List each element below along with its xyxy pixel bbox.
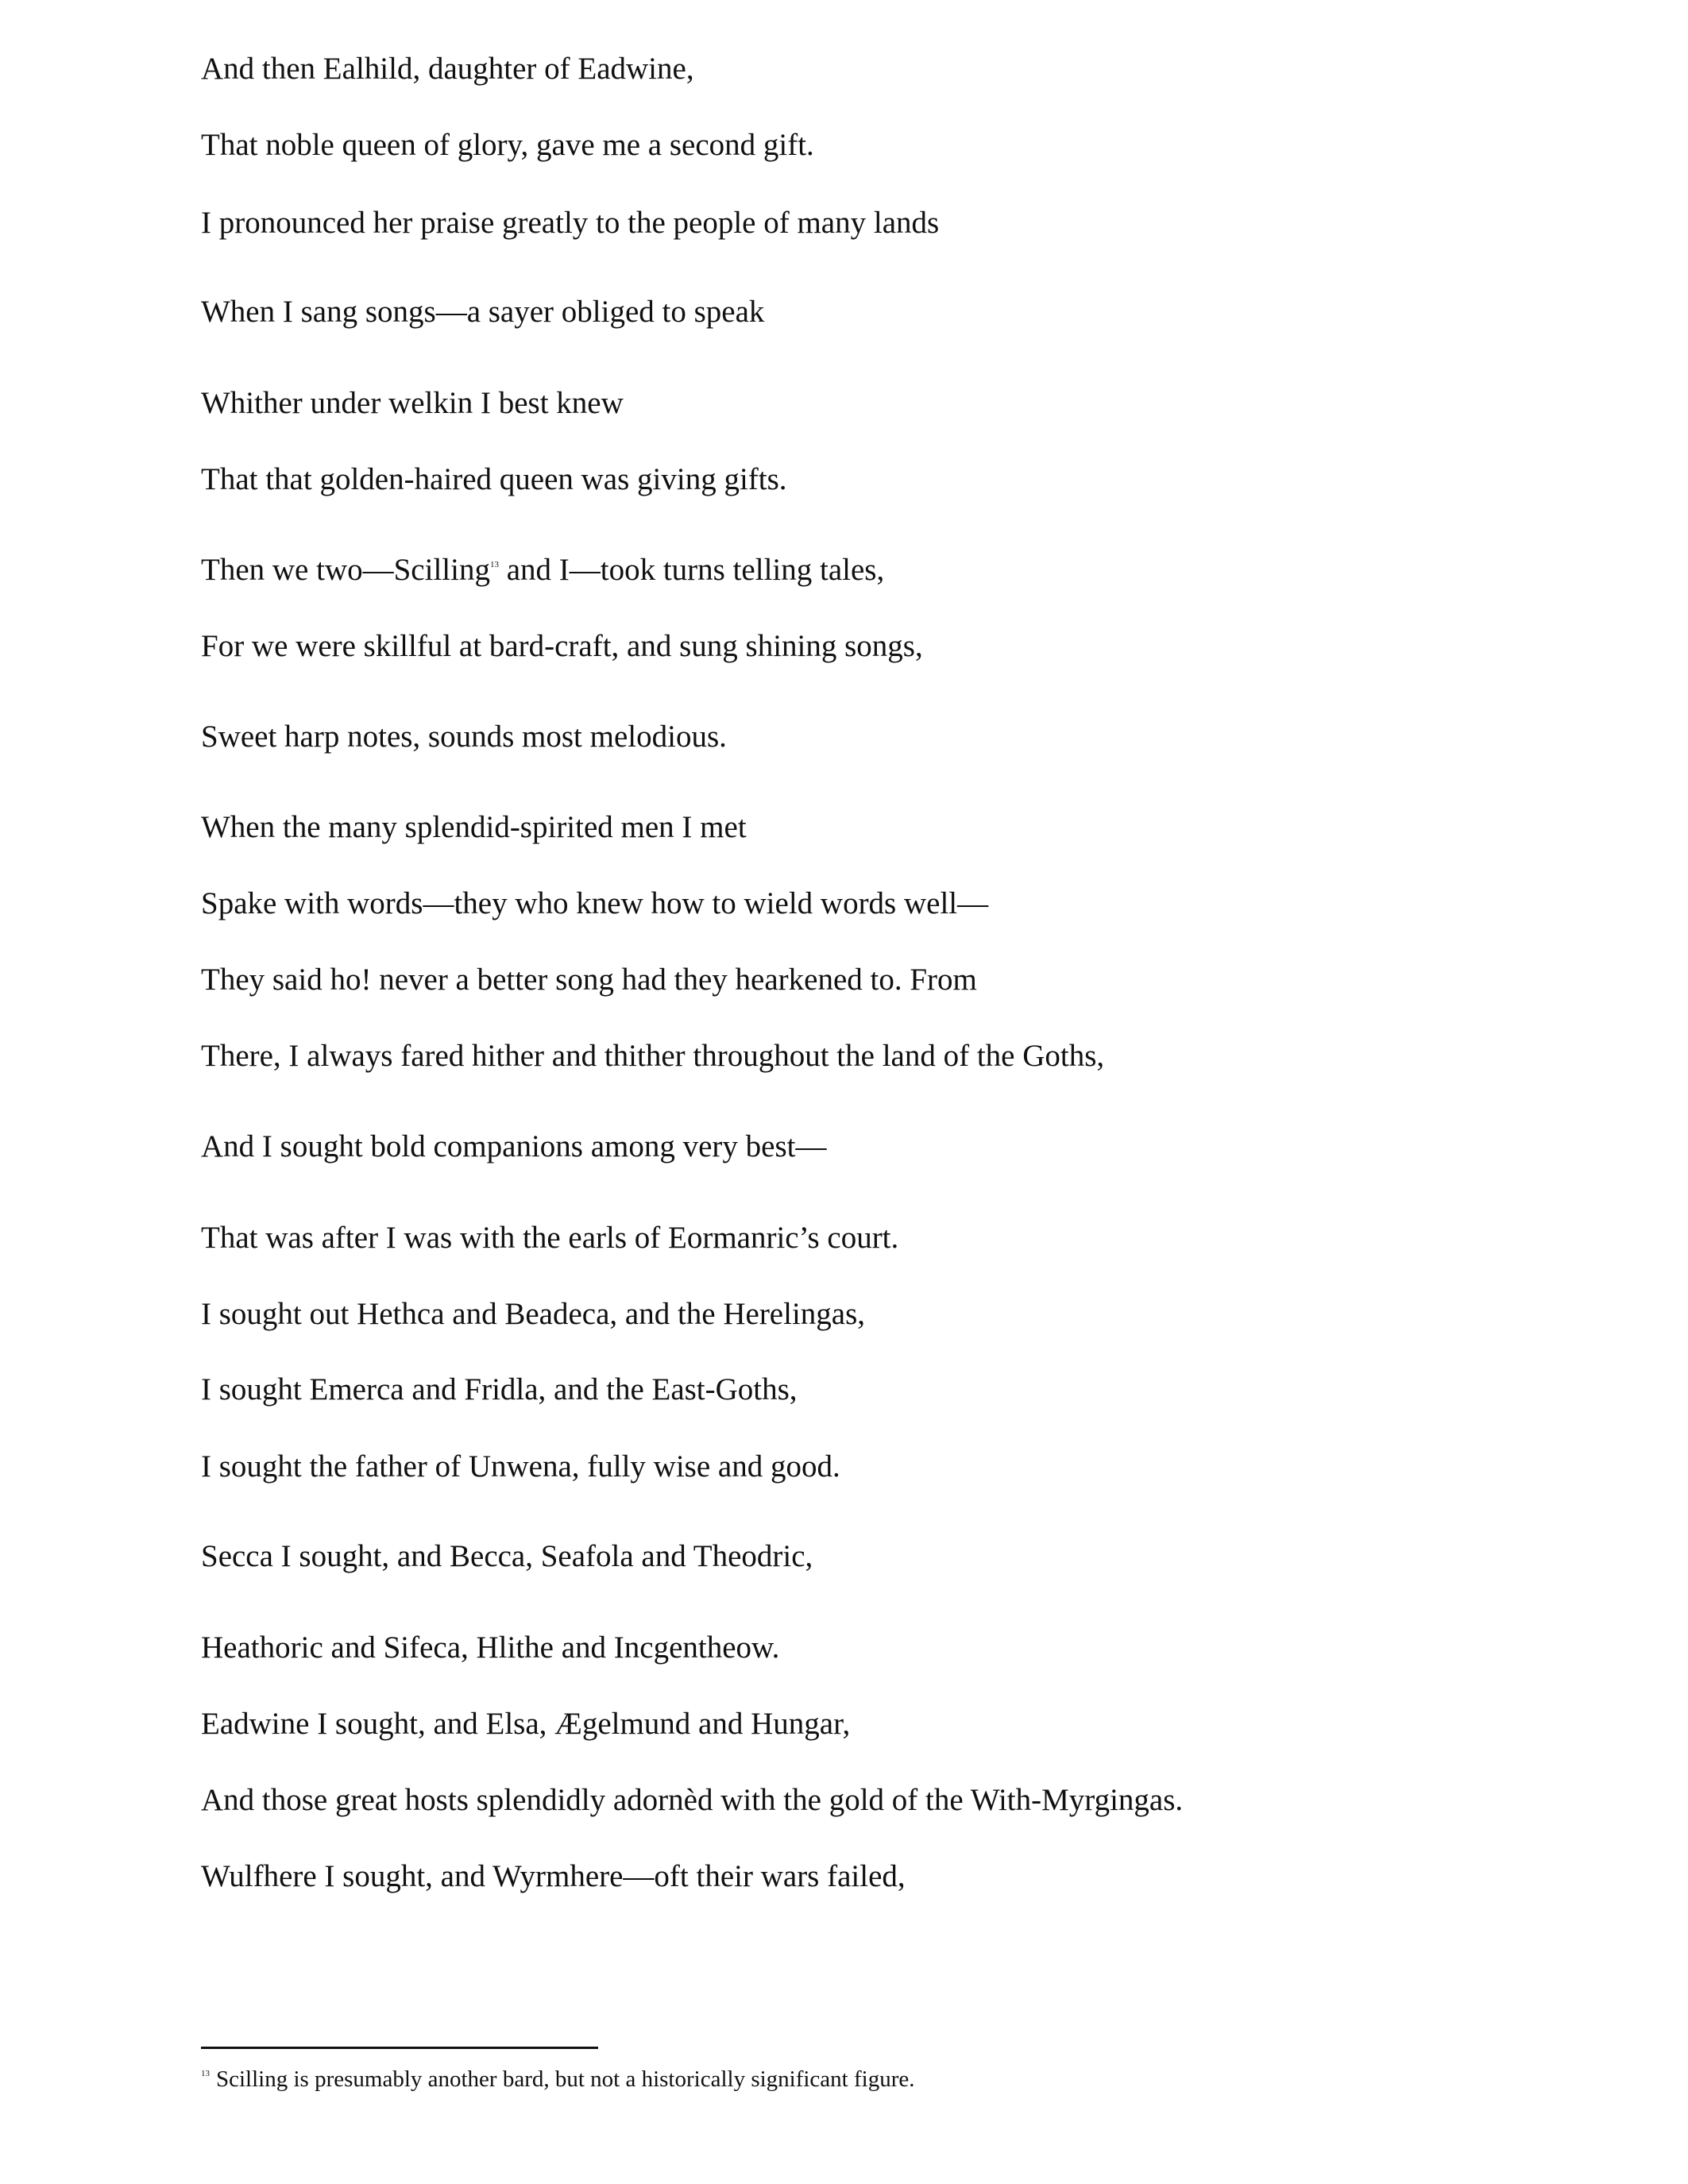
- poem-line-5: Whither under welkin I best knew: [201, 386, 624, 420]
- poem-line-1: And then Ealhild, daughter of Eadwine,: [201, 52, 694, 86]
- poem-line-6: That that golden-haired queen was giving gifts.: [201, 462, 787, 496]
- poem-line-16: I sought out Hethca and Beadeca, and the Herelingas,: [201, 1297, 866, 1331]
- footnote-number: 13: [201, 2069, 210, 2078]
- poem-line-13: There, I always fared hither and thither throughout the land of the Goths,: [201, 1039, 1105, 1073]
- poem-line-21: Eadwine I sought, and Elsa, Ægelmund and Hungar,: [201, 1707, 851, 1741]
- footnote: [201, 2064, 914, 2094]
- poem-line-7-tail: and I—took turns telling tales,: [498, 553, 885, 587]
- poem-line-10: When the many splendid-spirited men I met: [201, 810, 747, 844]
- poem-line-11: Spake with words—they who knew how to wield words well—: [201, 886, 989, 920]
- poem-line-15: That was after I was with the earls of Eormanric’s court.: [201, 1221, 899, 1255]
- footnote-text: Scilling is presumably another bard, but not a historically significant figure.: [216, 2066, 915, 2092]
- poem-line-3: I pronounced her praise greatly to the people of many lands: [201, 206, 940, 240]
- footnote-divider: [201, 2047, 598, 2049]
- poem-line-17: I sought Emerca and Fridla, and the East-Goths,: [201, 1372, 798, 1406]
- poem-line-18: I sought the father of Unwena, fully wise and good.: [201, 1449, 840, 1484]
- poem-line-14: And I sought bold companions among very best—: [201, 1129, 827, 1163]
- poem-line-7-head: Then we two—Scilling: [201, 553, 490, 587]
- poem-line-7: [201, 551, 884, 589]
- poem-line-8: For we were skillful at bard-craft, and sung shining songs,: [201, 629, 923, 663]
- footnote-reference[interactable]: 13: [489, 560, 499, 569]
- poem-line-19: Secca I sought, and Becca, Seafola and Theodric,: [201, 1539, 813, 1573]
- poem-line-12: They said ho! never a better song had they hearkened to. From: [201, 963, 977, 997]
- poem-line-4: When I sang songs—a sayer obliged to speak: [201, 295, 765, 329]
- poem-line-23: Wulfhere I sought, and Wyrmhere—oft their wars failed,: [201, 1859, 906, 1893]
- poem-line-9: Sweet harp notes, sounds most melodious.: [201, 720, 727, 754]
- poem-line-20: Heathoric and Sifeca, Hlithe and Incgentheow.: [201, 1630, 780, 1665]
- poem-line-22: And those great hosts splendidly adornèd with the gold of the With-Myrgingas.: [201, 1783, 1184, 1817]
- poem-line-2: That noble queen of glory, gave me a second gift.: [201, 128, 814, 162]
